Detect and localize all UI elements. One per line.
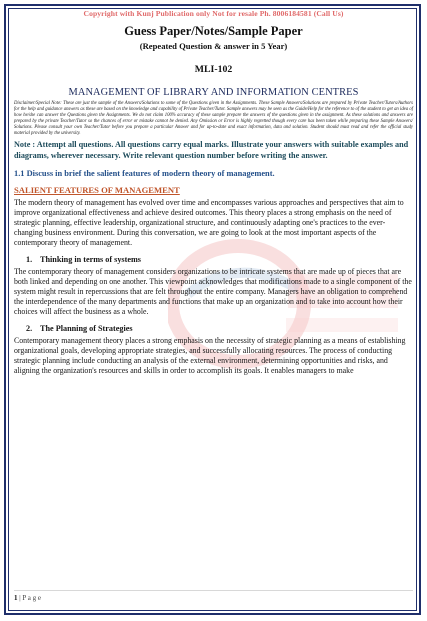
point-paragraph: Contemporary management theory places a strong emphasis on the necessity of strategic planning as a means of establishing organizational goals, developing appropriate strategies, and successfully allocating resources. The process of conducting strategic planning include conducting an analysis of the external environment, determining opportunities and risks, and aligning the organization's resources and skills in order to accomplish its goals. It enables managers to make [14,336,406,376]
copyright-line: Copyright with Kunj Publication only Not for resale Ph. 8006184581 (Call Us) [83,9,344,18]
page-title: Guess Paper/Notes/Sample Paper [124,24,303,38]
page-number: 1 [14,594,18,602]
page-subtitle: (Repeated Question & answer in 5 Year) [139,41,288,51]
course-name: MANAGEMENT OF LIBRARY AND INFORMATION CENTRES [68,87,359,98]
point-title: The Planning of Strategies [40,324,133,334]
page-label: | P a g e [19,594,41,602]
point-number: 1. [26,255,33,265]
instructions-note: Note : Attempt all questions. All questions carry equal marks. Illustrate your answers with suitable examples and diagrams, wherever necessary. Write relevant question number before writing the answer. [14,140,409,160]
page-footer [14,590,413,602]
point-title: Thinking in terms of systems [40,255,141,265]
page-content [14,9,413,376]
point-paragraph: The contemporary theory of management considers organizations to be intricate systems that are made up of pieces that are both linked and depending on one another. This viewpoint acknowledges that modifications made to a single component of the system might result in repercussions that are felt throughout the entire company. Managers have an obligation to comprehend the interdependence of the many departments and functions that make up an organization and to take into account how their choices will affect the business as a whole. [14,267,412,317]
disclaimer-text: Disclaimer/Special Note: These are just the sample of the Answers/Solutions to some of the Questions given in the Assignments. These Sample Answers/Solutions are prepared by Private Teacher/Tutors/Authors for the help and guidance answers as these are based on the knowledge and capability of Private Teacher/Tutor. Sample answers may be seen as the Guide/Help for the reference to of the student to get an idea of how he/she can answer the Questions given the Assignments. We do not claim 100% accuracy of these sample prepare the answers of the questions given in the assignment. As these solutions and answers are prepared by the private Teacher/Tutor so the chances of error or mistake cannot be denied. Any Omission or Error is highly regretted though every care has been taken while preparing these Sample Answers/ Solutions. Please consult your own Teacher/Tutor before you prepare a particular Answer and for up-to-date and exact information, data and solution. Student should must read and refer the official study material provided by the university. [14,101,413,136]
section-heading: SALIENT FEATURES OF MANAGEMENT [14,185,180,196]
point-heading [14,324,413,333]
question-heading: 1.1 Discuss in brief the salient features of modern theory of management. [14,169,275,179]
point-number: 2. [26,324,33,334]
course-code: MLI-102 [194,64,233,75]
intro-paragraph: The modern theory of management has evolved over time and encompasses various approaches and perspectives that aim to improve organizational effectiveness and achieve desired outcomes. This theory places a strong emphasis on the need of strategic planning, effective leadership, organizational structure, and continuously adapting one's practices to the ever-changing business environment. During this conversation, we are going to look at the most important aspects of the contemporary theory of management. [14,198,404,248]
point-heading [14,255,413,264]
